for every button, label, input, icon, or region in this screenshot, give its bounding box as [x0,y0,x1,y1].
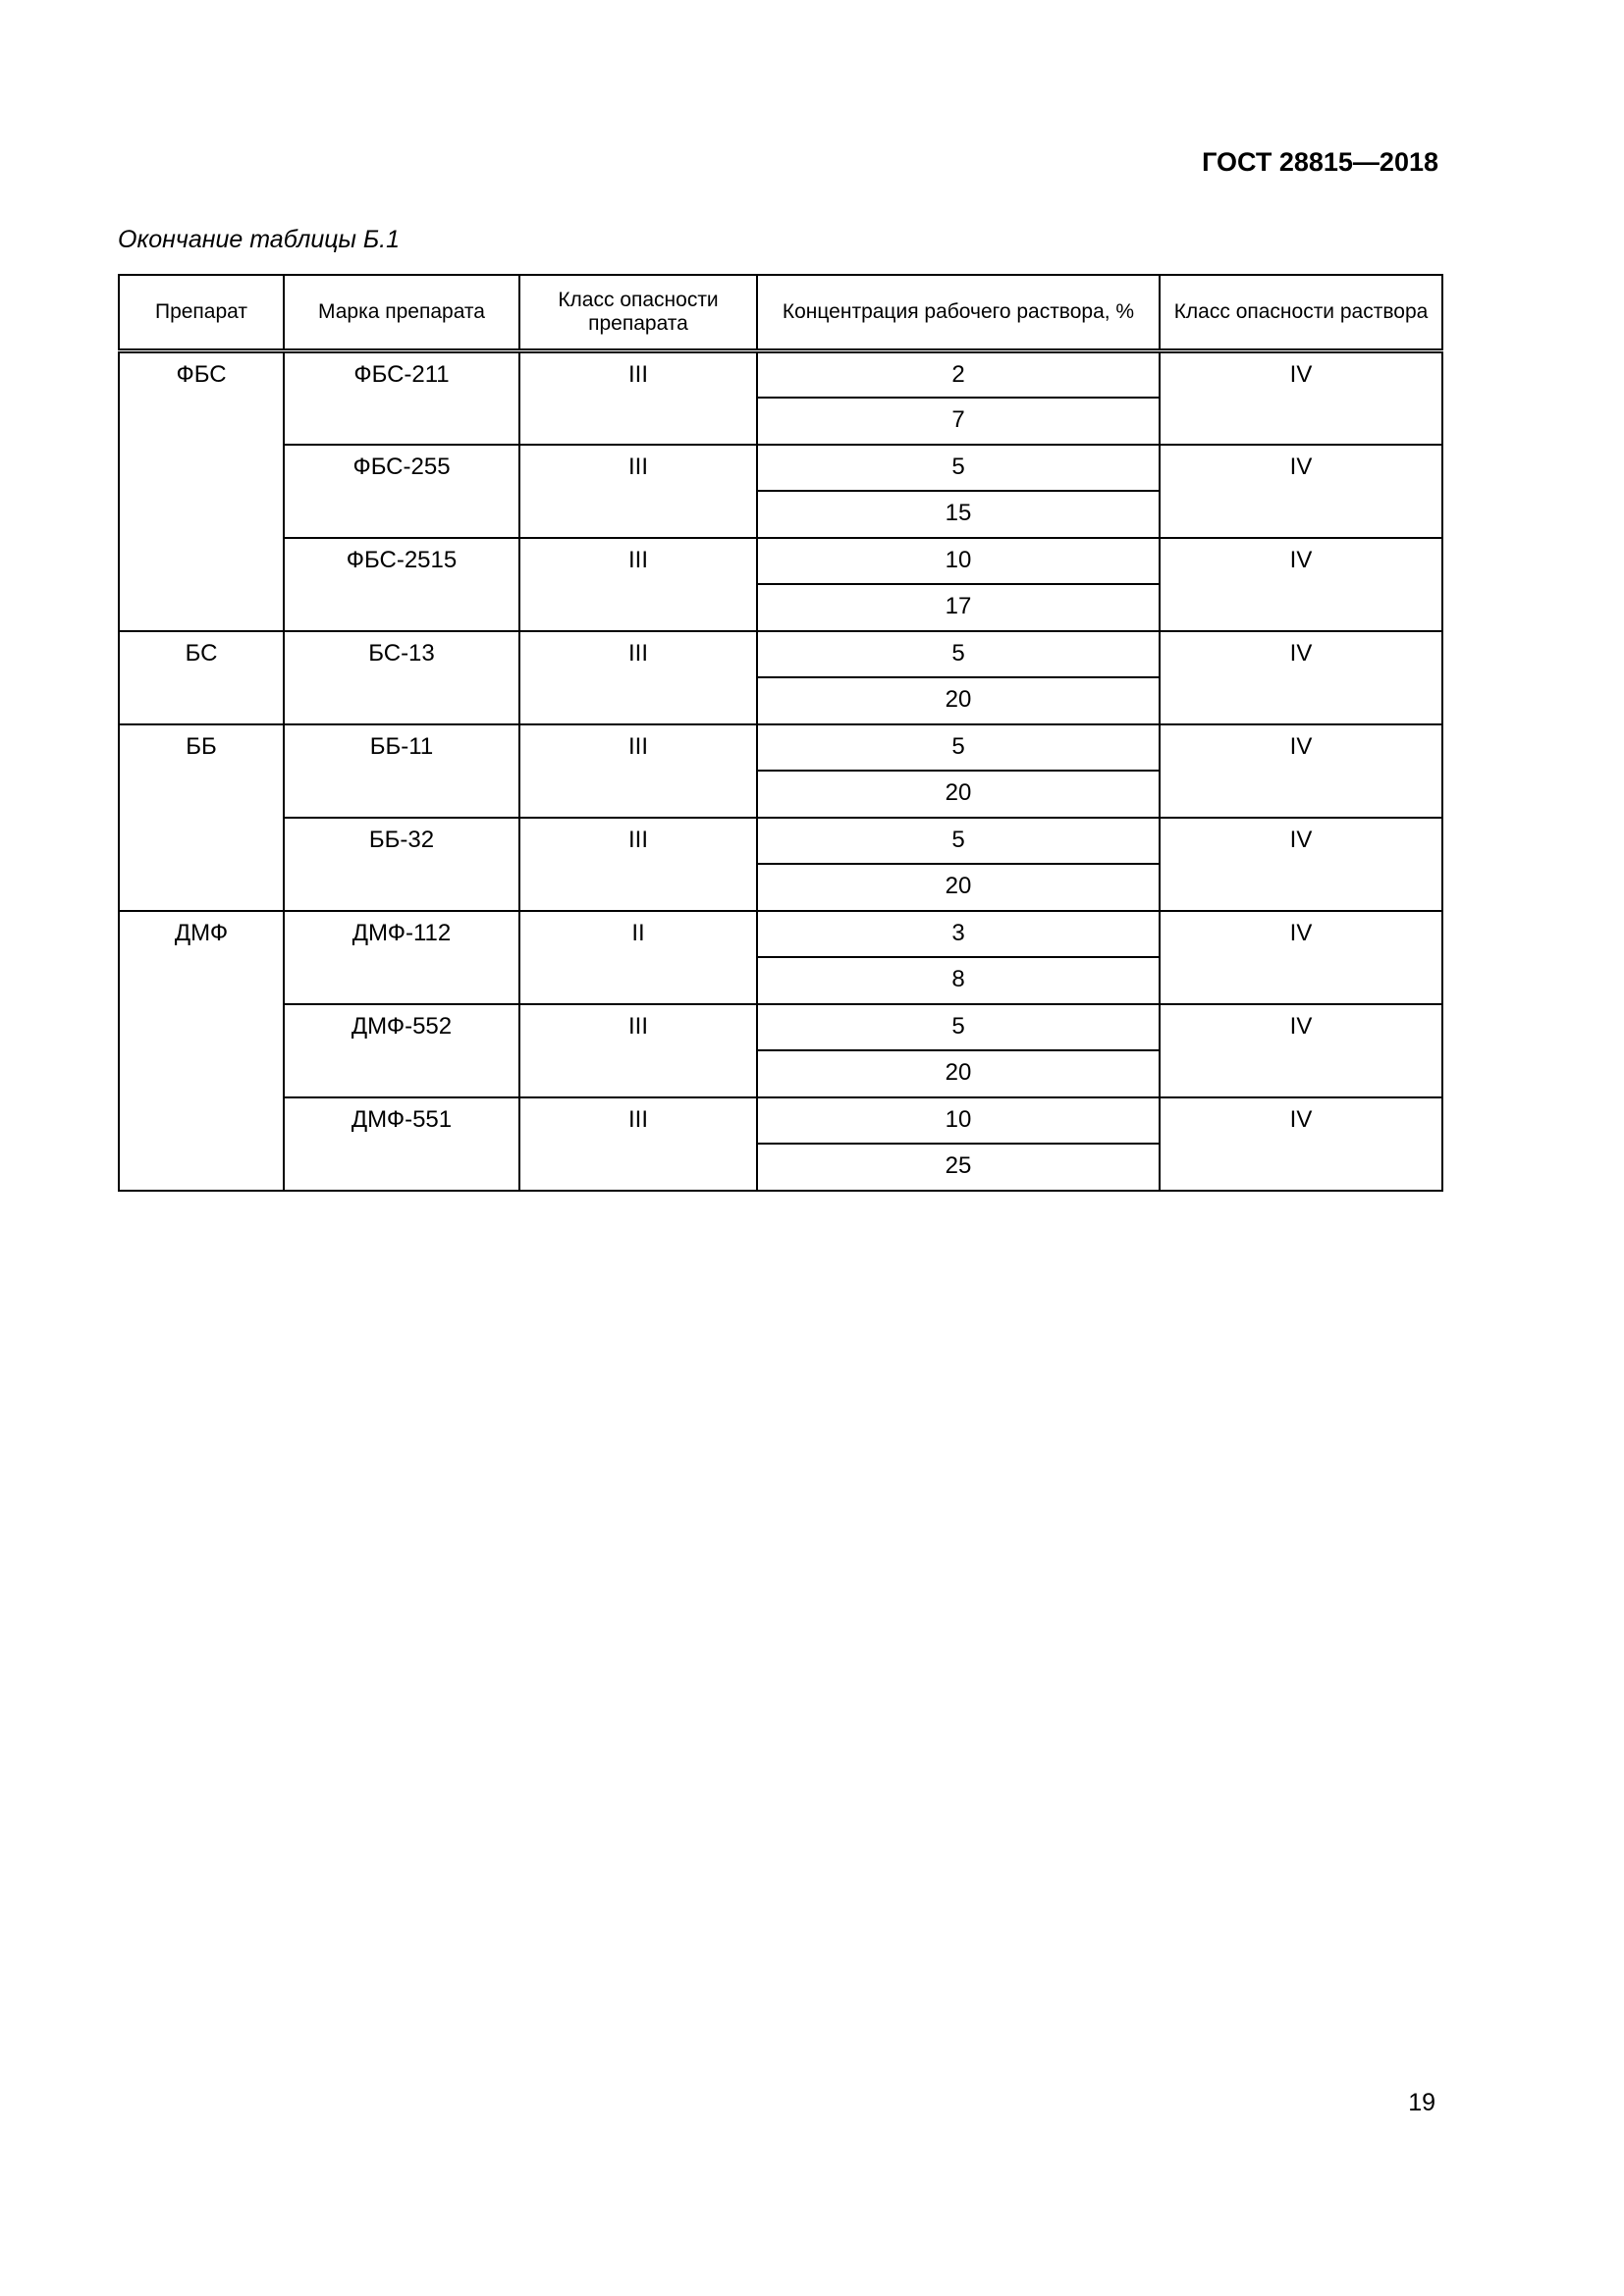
hazard-class-cell: III [519,351,757,445]
brand-cell: ДМФ-551 [284,1097,519,1191]
concentration-cell: 5 [757,724,1160,771]
preparation-cell: ДМФ [119,911,284,1191]
solution-class-cell: IV [1160,1004,1442,1097]
hazard-class-cell: III [519,1097,757,1191]
brand-cell: ББ-32 [284,818,519,911]
solution-class-cell: IV [1160,724,1442,818]
brand-cell: ФБС-2515 [284,538,519,631]
hazard-class-cell: II [519,911,757,1004]
concentration-cell: 2 [757,351,1160,398]
table-header-row [119,275,1442,351]
table-row [119,445,1442,491]
preparation-cell: БС [119,631,284,724]
table-row [119,724,1442,771]
concentration-cell: 25 [757,1144,1160,1191]
brand-cell: БС-13 [284,631,519,724]
table-row [119,818,1442,864]
col-header-hazard-class: Класс опасности препарата [519,275,757,351]
concentration-cell: 15 [757,491,1160,538]
col-header-brand: Марка препарата [284,275,519,351]
table-row [119,1004,1442,1050]
table-row [119,1097,1442,1144]
preparation-cell: ББ [119,724,284,911]
page-number: 19 [1408,2089,1435,2116]
hazard-class-cell: III [519,1004,757,1097]
table-row [119,631,1442,677]
col-header-solution-class: Класс опасности раствора [1160,275,1442,351]
concentration-cell: 5 [757,631,1160,677]
table-caption: Окончание таблицы Б.1 [118,226,400,253]
concentration-cell: 5 [757,1004,1160,1050]
concentration-cell: 20 [757,771,1160,818]
concentration-cell: 20 [757,1050,1160,1097]
hazard-class-cell: III [519,538,757,631]
solution-class-cell: IV [1160,818,1442,911]
hazard-class-cell: III [519,724,757,818]
brand-cell: ФБС-255 [284,445,519,538]
table-row [119,911,1442,957]
document-code: ГОСТ 28815—2018 [1202,147,1438,177]
solution-class-cell: IV [1160,911,1442,1004]
table-row [119,538,1442,584]
concentration-cell: 17 [757,584,1160,631]
concentration-cell: 10 [757,538,1160,584]
solution-class-cell: IV [1160,445,1442,538]
hazard-class-cell: III [519,445,757,538]
solution-class-cell: IV [1160,538,1442,631]
concentration-cell: 10 [757,1097,1160,1144]
concentration-cell: 20 [757,677,1160,724]
concentration-cell: 5 [757,818,1160,864]
solution-class-cell: IV [1160,631,1442,724]
brand-cell: ФБС-211 [284,351,519,445]
hazard-table [118,274,1443,1192]
concentration-cell: 8 [757,957,1160,1004]
table-row [119,351,1442,398]
col-header-concentration: Концентрация рабочего раствора, % [757,275,1160,351]
hazard-class-cell: III [519,631,757,724]
concentration-cell: 20 [757,864,1160,911]
concentration-cell: 7 [757,398,1160,445]
solution-class-cell: IV [1160,351,1442,445]
concentration-cell: 5 [757,445,1160,491]
preparation-cell: ФБС [119,351,284,631]
concentration-cell: 3 [757,911,1160,957]
col-header-preparation: Препарат [119,275,284,351]
hazard-class-cell: III [519,818,757,911]
brand-cell: ББ-11 [284,724,519,818]
solution-class-cell: IV [1160,1097,1442,1191]
brand-cell: ДМФ-112 [284,911,519,1004]
brand-cell: ДМФ-552 [284,1004,519,1097]
